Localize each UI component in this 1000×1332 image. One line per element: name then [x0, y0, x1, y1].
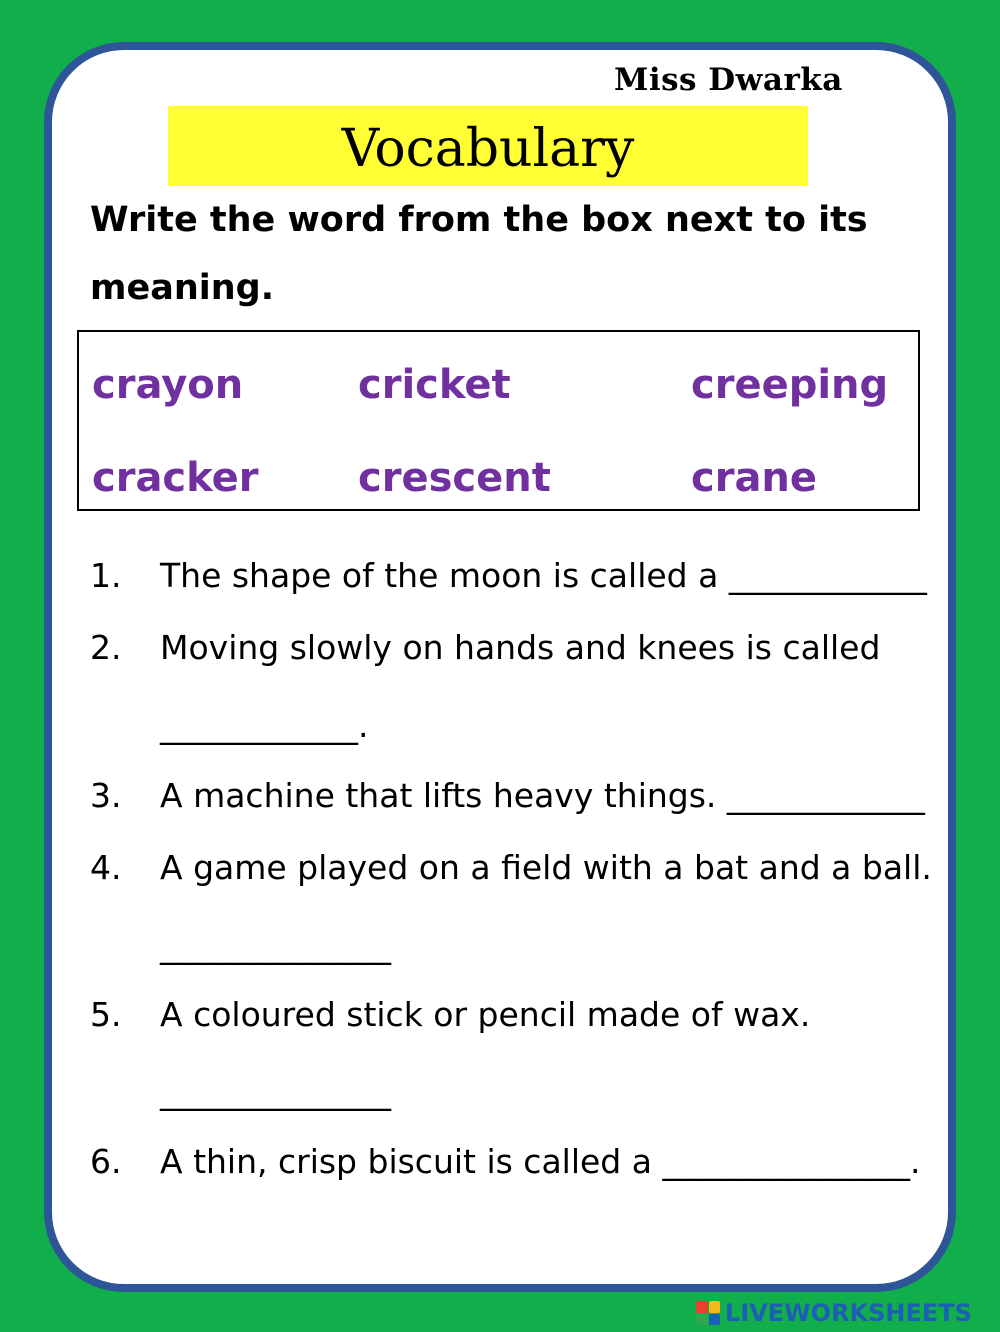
instructions: Write the word from the box next to its meaning. — [90, 200, 868, 308]
liveworksheets-logo — [696, 1298, 972, 1328]
worksheet-title: Vocabulary — [341, 119, 635, 179]
word-bank-word: cricket — [358, 362, 511, 408]
question-number: 5. — [90, 995, 122, 1034]
answer-line: ______________ — [160, 926, 391, 965]
question-number: 2. — [90, 628, 122, 667]
question-text: The shape of the moon is called a ____________ — [160, 556, 927, 595]
word-bank-word: creeping — [691, 362, 889, 408]
teacher-name: Miss Dwarka — [614, 62, 843, 98]
question-number: 1. — [90, 556, 122, 595]
answer-line: ____________. — [160, 706, 369, 745]
answer-line: ______________ — [160, 1072, 391, 1111]
question-text: A coloured stick or pencil made of wax. — [160, 995, 811, 1034]
question-number: 4. — [90, 848, 122, 887]
word-bank-word: crescent — [358, 455, 551, 501]
question-text: A thin, crisp biscuit is called a _______________. — [160, 1142, 921, 1181]
question-text: Moving slowly on hands and knees is called — [160, 628, 881, 667]
question-number: 3. — [90, 776, 122, 815]
word-bank-word: crayon — [92, 362, 244, 408]
liveworksheets-logo-icon — [696, 1301, 720, 1325]
question-text: A machine that lifts heavy things. ____________ — [160, 776, 925, 815]
question-text: A game played on a field with a bat and a ball. — [160, 848, 932, 887]
word-bank-word: cracker — [92, 455, 259, 501]
question-number: 6. — [90, 1142, 122, 1181]
word-bank-word: crane — [691, 455, 818, 501]
watermark-text: LIVEWORKSHEETS — [725, 1299, 972, 1327]
